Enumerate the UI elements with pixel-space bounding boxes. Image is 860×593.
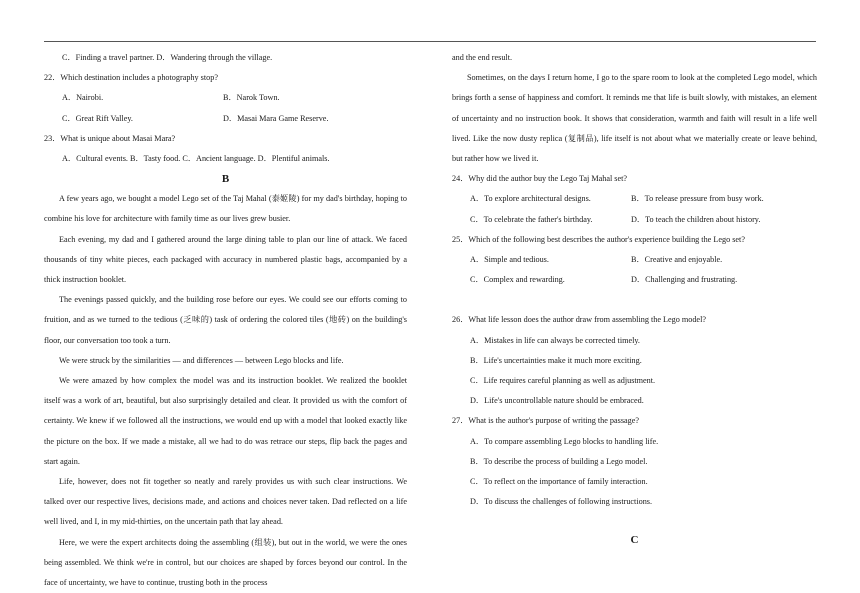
- spacer: [452, 290, 817, 310]
- q22-option-a: A．Nairobi.: [62, 93, 104, 103]
- passage-paragraph-6: Life, however, does not fit together so neatly and rarely provides us with such clear instructions. We talked over our respective lives, decisions made, and actions and choices never taken. Dad reflected on a life well lived, and I, in my mid-thirties, on the uncertain path that lay ahead.: [44, 477, 407, 527]
- q24-options-row-2: [452, 210, 817, 230]
- q22-option-c: C．Great Rift Valley.: [62, 113, 133, 123]
- passage-paragraph-1: A few years ago, we bought a model Lego set of the Taj Mahal (泰姬陵) for my dad's birthday, hoping to combine his love for architecture with family time as our lives grew busier.: [44, 194, 407, 224]
- header-rule: [44, 41, 816, 42]
- q27-option-a: A．To compare assembling Lego blocks to handling life.: [470, 436, 659, 446]
- q27-option-c: C．To reflect on the importance of family interaction.: [470, 477, 648, 487]
- q23-stem: 23．What is unique about Masai Mara?: [44, 133, 176, 143]
- passage-paragraph-4: We were struck by the similarities — and differences — between Lego blocks and life.: [59, 355, 344, 365]
- section-heading-c: C: [630, 534, 639, 547]
- q25-option-a: A．Simple and tedious.: [470, 255, 549, 265]
- q26-stem: 26．What life lesson does the author draw from assembling the Lego model?: [452, 315, 706, 325]
- q26-option-a: A．Mistakes in life can always be corrected timely.: [470, 335, 640, 345]
- q22-options-row-1: [44, 88, 407, 108]
- q26-option-c: C．Life requires careful planning as well as adjustment.: [470, 376, 656, 386]
- q23-options: A．Cultural events. B．Tasty food. C．Ancient language. D．Plentiful animals.: [62, 154, 330, 164]
- q24-stem: 24．Why did the author buy the Lego Taj Mahal set?: [452, 174, 628, 184]
- right-column: [452, 48, 817, 550]
- q26-option-d: D．Life's uncontrollable nature should be embraced.: [470, 396, 644, 406]
- q24-option-b: B．To release pressure from busy work.: [631, 194, 764, 204]
- passage-paragraph-2: Each evening, my dad and I gathered around the large dining table to plan our line of attack. We faced thousands of tiny white pieces, each packaged with accuracy in numbered plastic bags, accompanied by a thick instruction booklet.: [44, 234, 407, 285]
- q22-option-d: D．Masai Mara Game Reserve.: [223, 113, 329, 123]
- spacer: [452, 512, 817, 530]
- left-column: [44, 48, 407, 593]
- q26-option-b: B．Life's uncertainties make it much more exciting.: [470, 355, 642, 365]
- q27-stem: 27．What is the author's purpose of writing the passage?: [452, 416, 640, 426]
- q24-options-row-1: [452, 189, 817, 209]
- q25-option-b: B．Creative and enjoyable.: [631, 255, 723, 265]
- q25-stem: 25．Which of the following best describes the author's experience building the Lego set?: [452, 234, 745, 244]
- q25-options-row-2: [452, 270, 817, 290]
- q27-option-b: B．To describe the process of building a Lego model.: [470, 456, 648, 466]
- passage-paragraph-3: The evenings passed quickly, and the building rose before our eyes. We could see our efforts coming to fruition, and as we turned to the tedious (乏味的) task of ordering the colored tiles (地砖) on the building's floor, our conversation too took a turn.: [44, 295, 407, 345]
- passage-paragraph-8: Sometimes, on the days I return home, I go to the spare room to look at the completed Lego model, which brings forth a sense of happiness and comfort. It reminds me that life is built slowly, with mistakes, an element of uncertainty and no instruction book. It shows that consideration, warmth and faith will result in a life well lived. Like the now dusty replica (复制品), life itself is not about what we materially create or leave behind, but rather how we lived it.: [452, 73, 817, 164]
- q21-options-tail: C．Finding a travel partner. D．Wandering through the village.: [62, 53, 273, 62]
- q25-options-row-1: [452, 250, 817, 270]
- q25-option-c: C．Complex and rewarding.: [470, 275, 565, 285]
- q25-option-d: D．Challenging and frustrating.: [631, 275, 738, 285]
- q24-option-c: C．To celebrate the father's birthday.: [470, 214, 593, 224]
- q24-option-a: A．To explore architectural designs.: [470, 194, 591, 204]
- section-heading-b: B: [221, 173, 230, 186]
- passage-continuation: and the end result.: [452, 53, 513, 62]
- q27-option-d: D．To discuss the challenges of following instructions.: [470, 497, 653, 507]
- passage-paragraph-5: We were amazed by how complex the model was and its instruction booklet. We realized the booklet itself was a work of art, beautiful, but also surprisingly detailed and clear. It provided us with the comfort of certainty. We knew if we followed all the instructions, we would end up with a model that looked exactly like the picture on the box. If we made a mistake, all we had to do was retrace our steps, flip back the pages and start again.: [44, 376, 407, 466]
- q22-options-row-2: [44, 109, 407, 129]
- q22-option-b: B．Narok Town.: [223, 93, 280, 103]
- q24-option-d: D．To teach the children about history.: [631, 214, 761, 224]
- q22-stem: 22．Which destination includes a photography stop?: [44, 73, 218, 83]
- passage-paragraph-7: Here, we were the expert architects doing the assembling (组装), but out in the world, we were the ones being assembled. We think we're in control, but our choices are shaped by forces beyond our control. In the face of uncertainty, we have to continue, trusting both in the process: [44, 537, 407, 588]
